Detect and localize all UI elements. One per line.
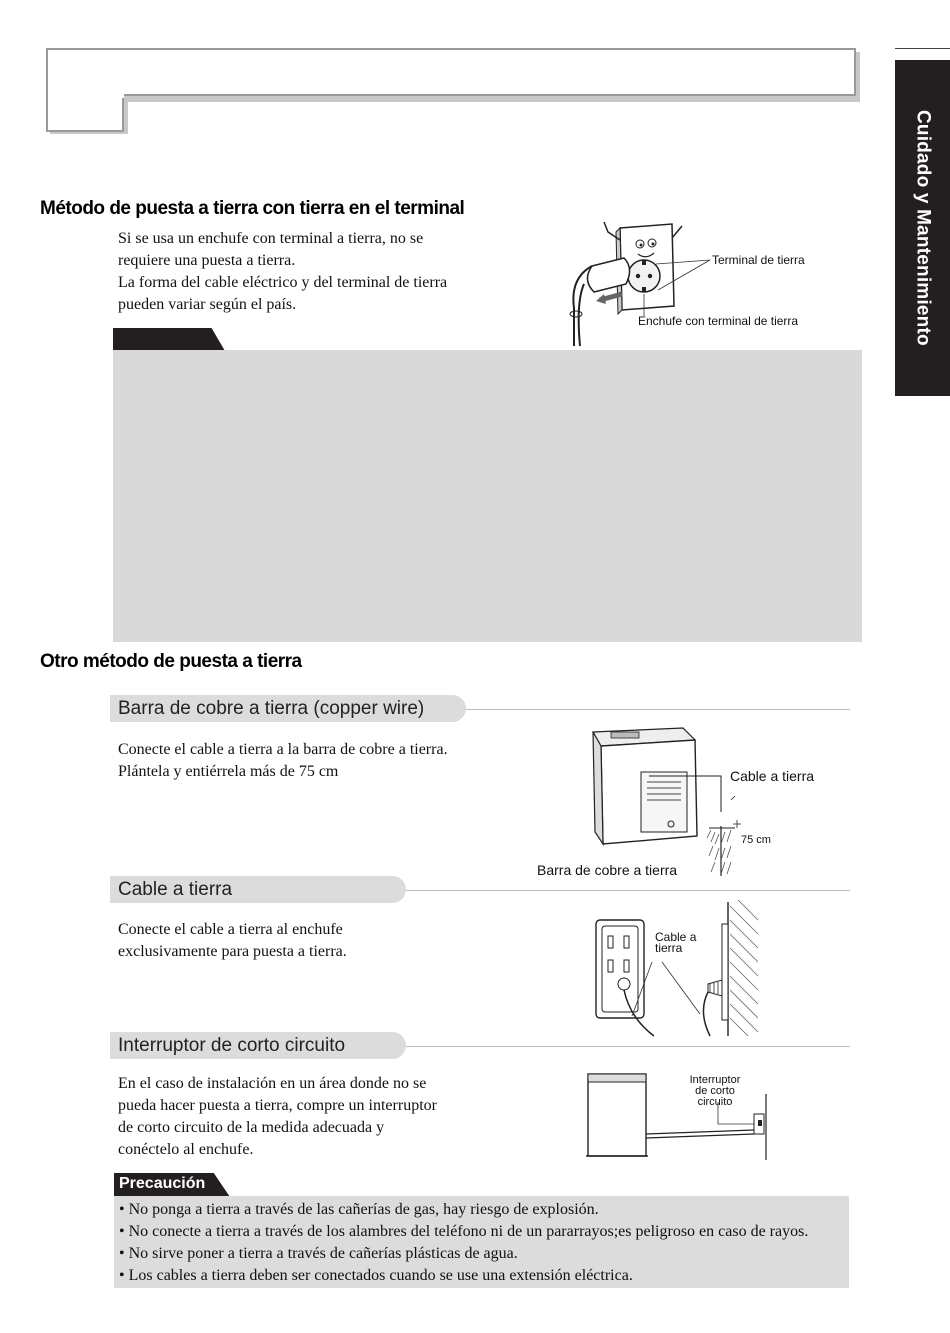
text-line: Si se usa un enchufe con terminal a tierra, no se xyxy=(118,230,424,247)
side-divider xyxy=(895,48,950,49)
text-line: En el caso de instalación en un área donde no se xyxy=(118,1075,427,1092)
copper-bar-illustration xyxy=(585,722,745,878)
caution-item: • No conecte a tierra a través de los alambres del teléfono ni de un pararrayos;es peligroso en caso de rayos. xyxy=(119,1223,809,1240)
label-line: circuito xyxy=(697,1096,733,1108)
wall-panel xyxy=(722,924,728,1020)
text-line: conéctelo al enchufe. xyxy=(118,1141,254,1158)
section-heading-other: Otro método de puesta a tierra xyxy=(40,651,302,672)
dimension-tick xyxy=(731,796,735,800)
caution-item: • No sirve poner a tierra a través de cañerías plásticas de agua. xyxy=(119,1245,518,1262)
caution-item: • No ponga a tierra a través de las cañerías de gas, hay riesgo de explosión. xyxy=(119,1201,599,1218)
washer-side xyxy=(593,732,603,844)
washer-top xyxy=(588,1074,646,1082)
dimension-mark xyxy=(733,820,741,828)
warning-tab xyxy=(113,328,225,351)
copper-text xyxy=(118,739,448,783)
text-line: Conecte el cable a tierra al enchufe xyxy=(118,921,343,938)
caution-list xyxy=(119,1199,808,1287)
power-cable xyxy=(646,1134,754,1138)
washer-back-panel xyxy=(641,772,687,832)
ground-clip xyxy=(642,260,646,265)
breaker-illustration xyxy=(584,1064,784,1164)
section-terminal-text xyxy=(118,228,447,316)
breaker-switch xyxy=(758,1120,762,1126)
breaker-text xyxy=(118,1073,437,1161)
cable-ring xyxy=(570,311,582,317)
label-line: tierra xyxy=(655,941,683,955)
side-cable xyxy=(703,992,710,1036)
label-line: Interruptor xyxy=(689,1074,741,1086)
cable-text xyxy=(118,919,347,963)
washer-body xyxy=(588,1074,646,1156)
side-tab-label xyxy=(895,60,950,396)
power-cable xyxy=(646,1130,754,1134)
socket-hole xyxy=(636,274,640,278)
soil-hatch xyxy=(707,830,731,874)
subhead-copper: Barra de cobre a tierra (copper wire) xyxy=(110,695,466,722)
text-line: La forma del cable eléctrico y del terminal de tierra xyxy=(118,274,448,291)
plug-terminal-illustration xyxy=(560,218,820,350)
label-copper-bar: Barra de cobre a tierra xyxy=(537,862,678,878)
subhead-rule xyxy=(406,890,850,891)
caution-title: Precaución xyxy=(119,1175,206,1192)
text-line: pueden variar según el país. xyxy=(118,296,297,313)
text-line: requiere una puesta a tierra. xyxy=(118,252,296,269)
pupil-left xyxy=(640,244,643,247)
header-frame xyxy=(46,48,856,96)
label-cable-tierra: Cable a tierra xyxy=(730,768,815,784)
text-line: Conecte el cable a tierra a la barra de cobre a tierra. xyxy=(118,741,448,758)
label-75cm: 75 cm xyxy=(741,834,771,846)
pupil-right xyxy=(652,243,655,246)
ground-plug xyxy=(618,978,630,990)
direction-arrow-head xyxy=(596,294,606,304)
subhead-breaker: Interruptor de corto circuito xyxy=(110,1032,406,1059)
leader-line xyxy=(662,962,700,1014)
text-line: Plántela y entiérrela más de 75 cm xyxy=(118,763,339,780)
subhead-rule xyxy=(466,709,850,710)
label-interruptor xyxy=(686,1075,744,1108)
side-tab-text: Cuidado y Mantenimiento xyxy=(912,110,934,346)
label-line: Cable a xyxy=(655,930,697,944)
arm-right xyxy=(672,226,682,238)
wall-hatch xyxy=(730,900,758,1036)
label-ground-terminal: Terminal de tierra xyxy=(712,253,805,267)
text-line: de corto circuito de la medida adecuada y xyxy=(118,1119,385,1136)
label-plug-terminal: Enchufe con terminal de tierra xyxy=(638,314,799,328)
ground-clip xyxy=(642,287,646,292)
subhead-rule xyxy=(406,1046,850,1047)
cable-outlet-illustration xyxy=(590,900,770,1040)
caution-item: • Los cables a tierra deben ser conectados cuando se use una extensión eléctrica. xyxy=(119,1267,633,1284)
washer-panel xyxy=(611,732,639,738)
header-tab xyxy=(46,94,124,132)
outlet-face xyxy=(602,926,638,1012)
label-line: de corto xyxy=(695,1085,735,1097)
text-line: exclusivamente para puesta a tierra. xyxy=(118,943,347,960)
text-line: pueda hacer puesta a tierra, compre un interruptor xyxy=(118,1097,437,1114)
socket-hole xyxy=(648,274,652,278)
warning-panel xyxy=(113,350,862,642)
section-heading-terminal: Método de puesta a tierra con tierra en el terminal xyxy=(40,198,465,219)
label-cable-a-tierra xyxy=(655,932,696,954)
subhead-cable: Cable a tierra xyxy=(110,876,406,903)
header-tab-join xyxy=(50,94,124,98)
